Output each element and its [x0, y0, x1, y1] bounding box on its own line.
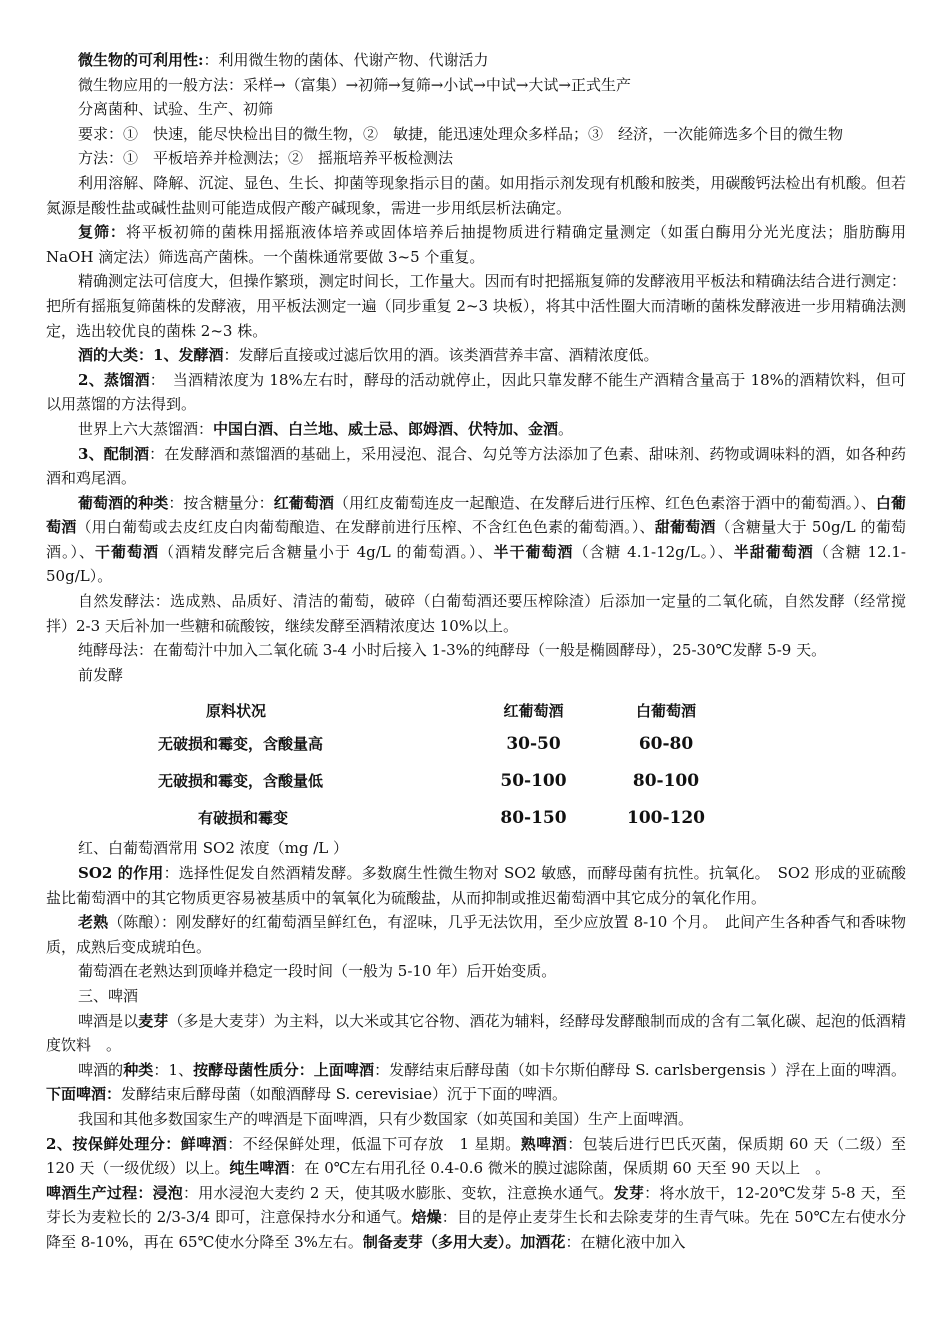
bold-text-segment: 熟啤酒	[520, 1134, 568, 1153]
text-segment: ：目的是停止麦芽生长和去除麦芽的生青气味。先在 50℃左右使水分降至 8-10%，再在 65℃使水分降至 3%左右。	[46, 1208, 907, 1251]
paragraph	[46, 663, 906, 688]
text-segment: 前发酵	[78, 665, 124, 684]
text-segment: 微生物应用的一般方法：采样→（富集）→初筛→复筛→小试→中试→大试→正式生产	[78, 75, 631, 94]
text-segment: ：发酵结束后酵母菌（如卡尔斯伯酵母 S. carlsbergensis ）浮在上面的啤酒。	[374, 1060, 906, 1079]
bold-text-segment: 制备麦芽（多用大麦）。加酒花	[362, 1232, 566, 1251]
paragraph	[46, 97, 906, 122]
bold-text-segment: 麦芽	[138, 1011, 169, 1030]
text-segment: ：在 0℃左右用孔径 0.4-0.6 微米的膜过滤除菌，保质期 60 天至 90 天以上 。	[289, 1159, 831, 1178]
text-block-upper	[46, 48, 906, 687]
paragraph	[46, 491, 906, 589]
text-segment: 红、白葡萄酒常用 SO2 浓度（mg /L ）	[78, 839, 349, 858]
text-segment: 我国和其他多数国家生产的啤酒是下面啤酒，只有少数国家（如英国和美国）生产上面啤酒。	[78, 1109, 694, 1128]
text-segment: 方法：① 平板培养并检测法；② 摇瓶培养平板检测法	[78, 149, 454, 168]
document-page	[46, 48, 906, 1255]
text-segment: ：在糖化液中加入	[565, 1232, 686, 1251]
text-segment: 精确测定法可信度大，但操作繁琐，测定时间长，工作量大。因而有时把摇瓶复筛的发酵液用平板法和精确法结合进行测定：把所有摇瓶复筛菌株的发酵液，用平板法测定一遍（同步重复 2~3 块板），将其中活性圈大而清晰的菌株发酵液进一步用精确法测定，选出较优良的菌株 2~3 株。	[46, 272, 906, 340]
bold-text-segment: 干葡萄酒	[94, 542, 159, 561]
bold-text-segment: 下面啤酒：	[46, 1085, 122, 1104]
header-red-wine: 红葡萄酒	[503, 701, 564, 720]
paragraph	[46, 638, 906, 663]
text-segment: 将平板初筛的菌株用摇瓶液体培养或固体培养后抽提物质进行精确定量测定（如蛋白酶用分光光度法；脂肪酶用 NaOH 滴定法）筛选高产菌株。一个菌株通常要做 3~5 个重复。	[46, 223, 906, 266]
paragraph	[46, 861, 906, 910]
text-segment: 三、啤酒	[78, 987, 139, 1005]
text-segment: 。	[558, 419, 574, 438]
paragraph	[46, 1107, 906, 1132]
text-segment: ：发酵后直接或过滤后饮用的酒。该类酒营养丰富、酒精浓度低。	[223, 346, 659, 365]
row-red-value: 80-150	[500, 807, 567, 828]
bold-text-segment: 啤酒生产过程：浸泡	[46, 1183, 184, 1202]
paragraph	[46, 442, 906, 491]
text-segment: （含糖量大于 50g/L 的葡萄酒。）、	[46, 518, 906, 561]
bold-text-segment: 半甜葡萄酒	[733, 542, 814, 561]
bold-text-segment: 半干葡萄酒	[493, 542, 574, 561]
row-material: 有破损和霉变	[198, 809, 289, 828]
paragraph	[46, 171, 906, 220]
text-segment: 啤酒的	[78, 1060, 124, 1079]
bold-text-segment: 1、发酵酒	[153, 346, 224, 365]
text-segment: ：用水浸泡大麦约 2 天，使其吸水膨胀、变软，注意换水通气。	[183, 1183, 614, 1202]
bold-text-segment: 3、配制酒	[78, 444, 150, 463]
row-white-value: 100-120	[626, 807, 706, 828]
bold-text-segment: 焙燥	[411, 1208, 442, 1227]
bold-text-segment: ：	[138, 346, 154, 365]
paragraph	[46, 589, 906, 638]
row-material: 无破损和霉变，含酸量低	[158, 772, 324, 791]
text-segment: （用红皮葡萄连皮一起酿造、在发酵后进行压榨、红色色素溶于酒中的葡萄酒。）、	[333, 493, 876, 512]
bold-text-segment: 复筛：	[78, 223, 126, 242]
so2-concentration-table	[146, 695, 741, 836]
text-segment: 分离菌种、试验、生产、初筛	[78, 100, 274, 119]
paragraph	[46, 343, 906, 368]
header-material: 原料状况	[206, 701, 267, 720]
row-material: 无破损和霉变，含酸量高	[158, 735, 324, 754]
text-segment: （含糖 12.1-50g/L）。	[46, 542, 906, 586]
text-segment: （含糖 4.1-12g/L。）、	[573, 542, 734, 561]
text-segment: （陈酿）：刚发酵好的红葡萄酒呈鲜红色，有涩味，几乎无法饮用，至少应放置 8-10 个月。 此间产生各种香气和香味物质，成熟后变成琥珀色。	[46, 913, 906, 956]
text-segment: ：利用微生物的菌体、代谢产物、代谢活力	[203, 51, 489, 69]
paragraph	[46, 417, 906, 442]
text-segment: ：按含糖量分：	[168, 493, 274, 512]
text-segment: （用白葡萄或去皮红皮白肉葡萄酿造、在发酵前进行压榨、不含红色色素的葡萄酒。）、	[76, 518, 655, 537]
paragraph	[46, 48, 906, 73]
text-segment: ：不经保鲜处理，低温下可存放 1 星期。	[227, 1134, 521, 1153]
text-block-lower	[46, 836, 906, 1254]
text-segment: ：1、	[153, 1060, 194, 1079]
bold-text-segment: 种类	[123, 1060, 154, 1079]
table-row	[146, 762, 741, 799]
row-white-value: 60-80	[638, 733, 694, 754]
text-segment: ：将水放干，12-20℃发芽 5-8 天，至芽长为麦粒长的 2/3-3/4 即可，注意保持水分和通气。	[46, 1183, 906, 1227]
text-segment: 要求：① 快速，能尽快检出目的微生物，② 敏捷，能迅速处理众多样品；③ 经济，一次能筛选多个目的微生物	[78, 124, 844, 143]
text-segment: 利用溶解、降解、沉淀、显色、生长、抑菌等现象指示目的菌。如用指示剂发现有机酸和胺类，用碳酸钙法检出有机酸。但若氮源是酸性盐或碱性盐则可能造成假产酸产碱现象，需进一步用纸层析法确定。	[46, 173, 906, 217]
table-row	[146, 725, 741, 762]
paragraph	[46, 73, 906, 98]
text-segment: （酒精发酵完后含糖量小于 4g/L 的葡萄酒。）、	[158, 542, 494, 561]
text-segment: ：选择性促发自然酒精发酵。多数腐生性微生物对 SO2 敏感，而酵母菌有抗性。抗氧化。 SO2 形成的亚硫酸盐比葡萄酒中的其它物质更容易被基质中的氧氧化为硫酸盐，从而抑制或推迟葡萄酒中其它成分的氧化作用。	[46, 864, 907, 907]
table-header-row	[146, 695, 741, 725]
paragraph	[46, 836, 906, 861]
bold-text-segment: 白葡萄酒	[46, 493, 906, 537]
bold-text-segment: 葡萄酒的种类	[78, 493, 169, 512]
paragraph	[46, 1058, 906, 1107]
bold-text-segment: 2、按保鲜处理分：鲜啤酒	[46, 1134, 228, 1153]
paragraph	[46, 146, 906, 171]
bold-text-segment: 2、蒸馏酒	[78, 370, 150, 389]
text-segment: （多是大麦芽）为主料，以大米或其它谷物、酒花为辅料，经酵母发酵酿制而成的含有二氧化碳、起泡的低酒精度饮料 。	[46, 1011, 906, 1055]
bold-text-segment: 按酵母菌性质分：上面啤酒	[193, 1060, 375, 1079]
bold-text-segment: SO2 的作用	[78, 864, 164, 883]
text-segment: 啤酒是以	[78, 1011, 139, 1030]
table-row	[146, 799, 741, 836]
paragraph	[46, 269, 906, 343]
paragraph	[46, 122, 906, 147]
text-segment: ：包装后进行巴氏灭菌，保质期 60 天（二级）至 120 天（一级优级）以上。	[46, 1134, 906, 1178]
text-segment: ： 当酒精浓度为 18%左右时，酵母的活动就停止，因此只靠发酵不能生产酒精含量高于 18%的酒精饮料，但可以用蒸馏的方法得到。	[46, 370, 906, 414]
text-segment: 自然发酵法：选成熟、品质好、清洁的葡萄，破碎（白葡萄酒还要压榨除渣）后添加一定量的二氧化硫，自然发酵（经常搅拌）2-3 天后补加一些糖和硫酸铵，继续发酵至酒精浓度达 10%以上。	[46, 592, 906, 635]
text-segment: 发酵结束后酵母菌（如酿酒酵母 S. cerevisiae）沉于下面的啤酒。	[121, 1085, 567, 1104]
header-white-wine: 白葡萄酒	[635, 701, 696, 720]
paragraph	[46, 959, 906, 984]
bold-text-segment: 老熟	[78, 913, 109, 932]
bold-text-segment: 中国白酒、白兰地、威士忌、郎姆酒、伏特加、金酒	[213, 419, 559, 438]
bold-text-segment: 红葡萄酒	[273, 493, 334, 512]
text-segment: 葡萄酒在老熟达到顶峰并稳定一段时间（一般为 5-10 年）后开始变质。	[78, 962, 557, 981]
paragraph	[46, 1132, 906, 1181]
paragraph	[46, 910, 906, 959]
bold-text-segment: 纯生啤酒	[229, 1159, 290, 1178]
paragraph	[46, 1009, 906, 1058]
row-red-value: 50-100	[500, 770, 567, 791]
bold-text-segment: 甜葡萄酒	[654, 518, 716, 537]
bold-text-segment: 酒的大类	[78, 346, 139, 365]
text-segment: ：在发酵酒和蒸馏酒的基础上，采用浸泡、混合、勾兑等方法添加了色素、甜味剂、药物或调味料的酒，如各种药酒和鸡尾酒。	[46, 444, 906, 488]
paragraph	[46, 368, 906, 417]
row-red-value: 30-50	[506, 733, 561, 754]
paragraph	[46, 984, 906, 1009]
paragraph	[46, 220, 906, 269]
bold-text-segment: 微生物的可利用性:	[78, 51, 204, 69]
paragraph	[46, 1181, 906, 1255]
text-segment: 纯酵母法：在葡萄汁中加入二氧化硫 3-4 小时后接入 1-3%的纯酵母（一般是椭圆酵母），25-30℃发酵 5-9 天。	[78, 641, 827, 660]
row-white-value: 80-100	[632, 770, 700, 791]
bold-text-segment: 发芽	[613, 1183, 645, 1202]
text-segment: 世界上六大蒸馏酒：	[78, 419, 214, 438]
